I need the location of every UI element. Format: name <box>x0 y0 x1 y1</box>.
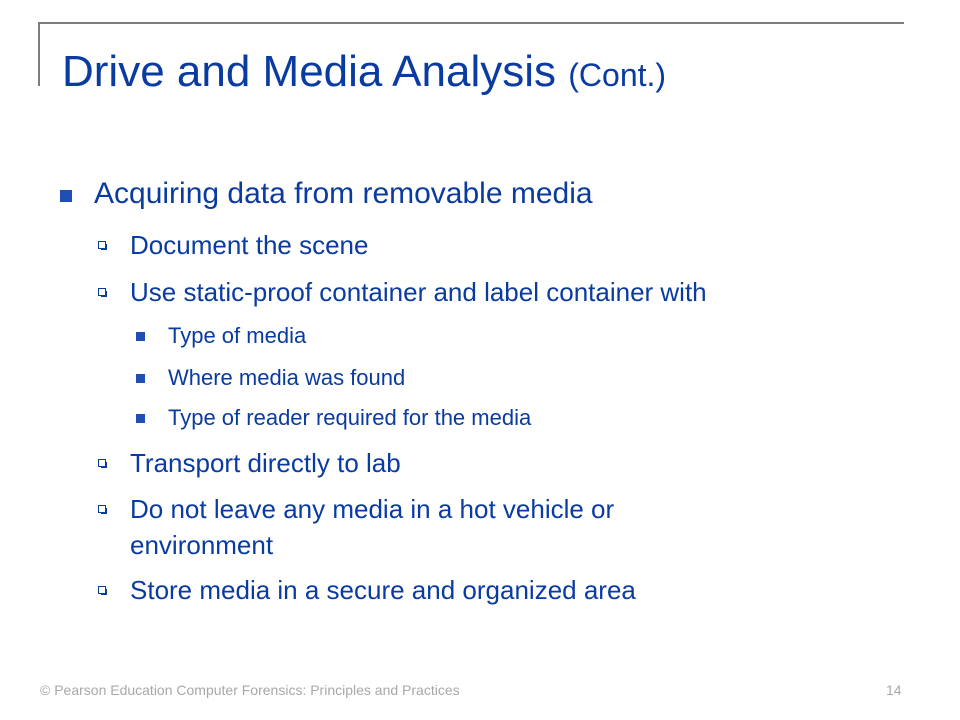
bullet-text: Store media in a secure and organized area <box>130 575 636 605</box>
hollow-square-bullet-icon <box>98 459 106 467</box>
bullet-text: environment <box>130 530 274 560</box>
bullet-text: Type of media <box>168 323 307 348</box>
slide-title-suffix: (Cont.) <box>568 57 667 93</box>
square-bullet-icon <box>136 374 145 383</box>
footer-copyright: © Pearson Education Computer Forensics: Principles and Practices <box>40 682 460 698</box>
bullet-text: Type of reader required for the media <box>168 405 532 430</box>
bullet-text: Acquiring data from removable media <box>94 177 593 210</box>
hollow-square-bullet-icon <box>98 505 106 513</box>
hollow-square-bullet-icon <box>98 241 106 249</box>
hollow-square-bullet-icon <box>98 586 106 594</box>
bullet-text: Document the scene <box>130 230 369 260</box>
bullet-text: Where media was found <box>168 365 406 390</box>
square-bullet-icon <box>136 414 145 423</box>
bullet-text: Transport directly to lab <box>130 448 401 478</box>
slide-title-text: Drive and Media Analysis <box>62 47 557 96</box>
bullet-text: Use static-proof container and label container with <box>130 277 707 307</box>
square-bullet-icon <box>136 332 145 341</box>
square-bullet-icon <box>60 190 72 202</box>
page-number: 14 <box>886 682 902 698</box>
hollow-square-bullet-icon <box>98 288 106 296</box>
bullet-text: Do not leave any media in a hot vehicle or <box>130 494 615 524</box>
